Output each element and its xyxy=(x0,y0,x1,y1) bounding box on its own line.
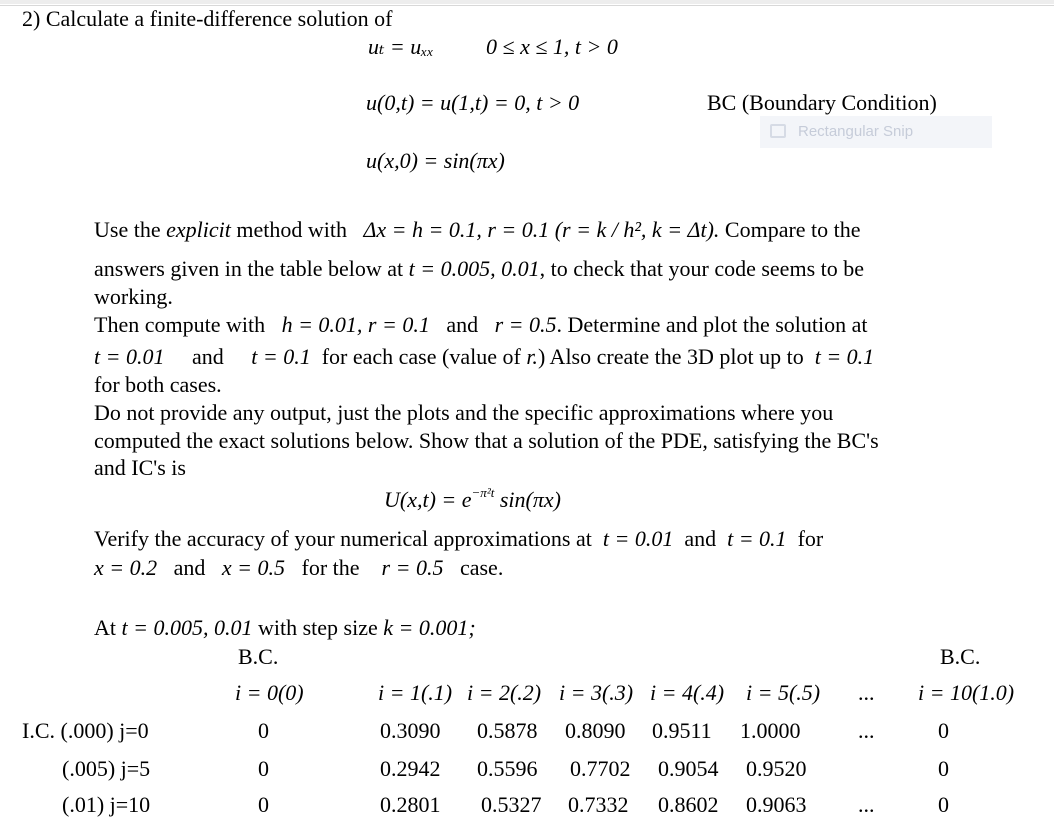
cell-j5-i10: 0 xyxy=(938,756,949,781)
problem-heading: 2) Calculate a finite-difference solution of xyxy=(22,6,393,31)
column-header-i2: i = 2(.2) xyxy=(467,680,542,705)
boundary-condition-label: BC (Boundary Condition) xyxy=(707,90,937,115)
cell-j5-i0: 0 xyxy=(258,756,269,781)
cell-j5-i1: 0.2942 xyxy=(380,756,441,781)
row-label-j0: I.C. (.000) j=0 xyxy=(22,718,149,743)
cell-j5-i4: 0.9054 xyxy=(658,756,719,781)
cell-j0-i10: 0 xyxy=(938,718,949,743)
rectangular-snip-label xyxy=(760,116,992,148)
body-line-9: and IC's is xyxy=(94,455,186,480)
table-intro: At t = 0.005, 0.01 with step size k = 0.001; xyxy=(94,615,476,640)
pde-equation: uₜ = uₓₓ xyxy=(368,34,434,59)
bc-left-label: B.C. xyxy=(238,644,279,669)
cell-j10-i0: 0 xyxy=(258,792,269,817)
body-line-3: working. xyxy=(94,284,173,309)
pde-domain: 0 ≤ x ≤ 1, t > 0 xyxy=(486,34,618,59)
cell-j10-i3: 0.7332 xyxy=(568,792,629,817)
cell-j10-i10: 0 xyxy=(938,792,949,817)
cell-j0-ellipsis: ... xyxy=(858,718,875,743)
body-line-5: t = 0.01 and t = 0.1 for each case (value of r.) Also create the 3D plot up to t = 0.1 xyxy=(94,344,875,369)
exact-solution-formula: $U(x,t) = e^{-\pi^2t}$ sin(πx) xyxy=(384,485,561,512)
initial-condition-equation: u(x,0) = sin(πx) xyxy=(366,148,505,173)
cell-j10-i1: 0.2801 xyxy=(380,792,441,817)
row-label-j10: (.01) j=10 xyxy=(62,792,151,817)
body-line-4: Then compute with h = 0.01, r = 0.1 and r = 0.5. Determine and plot the solution at xyxy=(94,312,868,337)
explicit-params-math: Δx = h = 0.1, r = 0.1 (r = k / h², k = Δt). xyxy=(363,217,720,242)
row-label-j5: (.005) j=5 xyxy=(62,756,151,781)
body-line-2: answers given in the table below at t = 0.005, 0.01, to check that your code seems to be xyxy=(94,256,865,281)
cell-j0-i2: 0.5878 xyxy=(477,718,538,743)
column-header-i1: i = 1(.1) xyxy=(378,680,453,705)
snip-icon xyxy=(770,124,786,138)
column-header-i10: i = 10(1.0) xyxy=(918,680,1015,705)
body-line-1: Use the explicit method with Δx = h = 0.1, r = 0.1 (r = k / h², k = Δt). Compare to the xyxy=(94,217,861,242)
body-line-7: Do not provide any output, just the plots and the specific approximations where you xyxy=(94,400,834,425)
cell-j10-i5: 0.9063 xyxy=(746,792,807,817)
column-header-i3: i = 3(.3) xyxy=(559,680,634,705)
cell-j0-i0: 0 xyxy=(258,718,269,743)
cell-j10-i4: 0.8602 xyxy=(658,792,719,817)
top-bar xyxy=(0,0,1054,4)
body-line-6: for both cases. xyxy=(94,372,222,397)
cell-j5-i3: 0.7702 xyxy=(570,756,631,781)
cell-j10-ellipsis: ... xyxy=(858,792,875,817)
verify-line-2: x = 0.2 and x = 0.5 for the r = 0.5 case. xyxy=(94,555,504,580)
cell-j10-i2: 0.5327 xyxy=(481,792,542,817)
cell-j5-i2: 0.5596 xyxy=(477,756,538,781)
bc-right-label: B.C. xyxy=(940,644,981,669)
column-header-ellipsis: ... xyxy=(858,680,875,705)
cell-j0-i1: 0.3090 xyxy=(380,718,441,743)
snip-label-text: Rectangular Snip xyxy=(798,123,914,140)
cell-j0-i4: 0.9511 xyxy=(652,718,712,743)
boundary-condition-equation: u(0,t) = u(1,t) = 0, t > 0 xyxy=(366,90,580,115)
column-header-i5: i = 5(.5) xyxy=(746,680,821,705)
verify-line-1: Verify the accuracy of your numerical approximations at t = 0.01 and t = 0.1 for xyxy=(94,526,824,551)
column-header-i0: i = 0(0) xyxy=(235,680,304,705)
body-line-8: computed the exact solutions below. Show that a solution of the PDE, satisfying the BC's xyxy=(94,428,879,453)
cell-j5-i5: 0.9520 xyxy=(746,756,807,781)
cell-j0-i3: 0.8090 xyxy=(565,718,626,743)
column-header-i4: i = 4(.4) xyxy=(650,680,725,705)
cell-j0-i5: 1.0000 xyxy=(740,718,801,743)
